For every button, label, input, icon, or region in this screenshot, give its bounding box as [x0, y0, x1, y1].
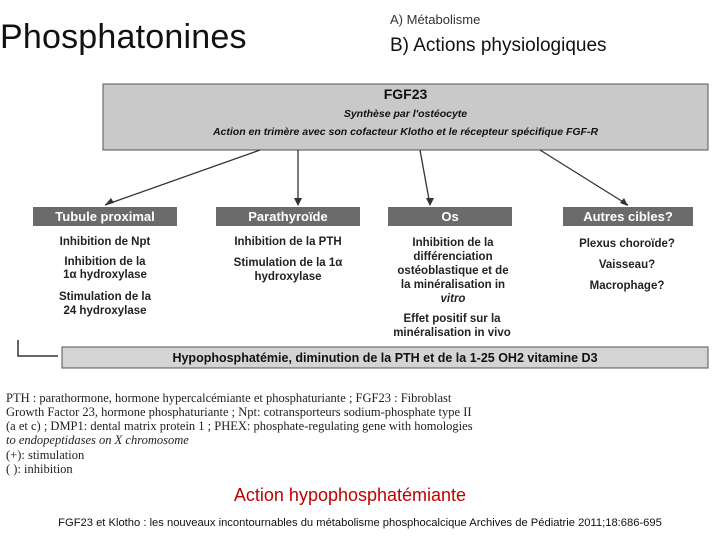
tubule-item: 24 hydroxylase [63, 305, 147, 317]
fgf23-synthesis: Synthèse par l'ostéocyte [343, 108, 468, 120]
legend-inhibition: ( ): inhibition [6, 462, 73, 476]
parathyroide-item: hydroxylase [254, 271, 322, 283]
autres-cibles-item: Macrophage? [589, 280, 665, 292]
fgf23-action: Action en trimère avec son cofacteur Klotho et le récepteur spécifique FGF-R [212, 126, 599, 138]
header-autres-cibles: Autres cibles? [563, 207, 693, 226]
subtitle-metabolisme: A) Métabolisme [390, 12, 481, 27]
os-item: ostéoblastique et de [397, 265, 509, 277]
legend-line: (a et c) ; DMP1: dental matrix protein 1 ; PHEX: phosphate-regulating gene with homologies [6, 419, 473, 433]
tubule-item: Stimulation de la [58, 291, 151, 303]
reference-citation: FGF23 et Klotho : les nouveaux incontournables du métabolisme phosphocalcique Archives de Pédiatrie 2011;18:686-695 [58, 517, 662, 529]
os-item: Inhibition de la [412, 237, 494, 249]
arrows [105, 150, 628, 205]
tubule-item: 1α hydroxylase [63, 269, 147, 281]
slide-title: Phosphatonines [0, 18, 247, 56]
autres-cibles-item: Plexus choroïde? [579, 238, 675, 250]
parathyroide-item: Inhibition de la PTH [234, 236, 342, 248]
legend-line: PTH : parathormone, hormone hypercalcémiante et phosphaturiante ; FGF23 : Fibroblast [6, 391, 452, 405]
caption: Action hypophosphatémiante [233, 485, 467, 505]
header-os: Os [388, 207, 512, 226]
parathyroide-item: Stimulation de la 1α [233, 257, 343, 269]
os-item: la minéralisation in [400, 279, 506, 291]
legend-line: Growth Factor 23, hormone phosphaturiante ; Npt: cotransporteurs sodium-phosphate type II [6, 405, 472, 419]
autres-cibles-item: Vaisseau? [598, 259, 656, 271]
header-parathyroide: Parathyroïde [216, 207, 360, 226]
legend-line: to endopeptidases on X chromosome [6, 433, 189, 447]
os-item: différenciation [413, 251, 493, 263]
header-tubule-proximal: Tubule proximal [33, 207, 177, 226]
subtitle-actions: B) Actions physiologiques [390, 35, 607, 56]
feedback-line [18, 340, 58, 356]
result-bar-label: Hypophosphatémie, diminution de la PTH et de la 1-25 OH2 vitamine D3 [172, 351, 598, 365]
fgf23-title: FGF23 [383, 86, 428, 102]
arrowheads [105, 198, 628, 206]
tubule-item: Inhibition de Npt [59, 236, 151, 248]
legend-stimulation: (+): stimulation [6, 448, 85, 462]
tubule-item: Inhibition de la [64, 256, 146, 268]
os-item: Effet positif sur la [403, 313, 501, 325]
os-item: minéralisation in vivo [393, 327, 511, 339]
os-item: vitro [440, 293, 466, 305]
